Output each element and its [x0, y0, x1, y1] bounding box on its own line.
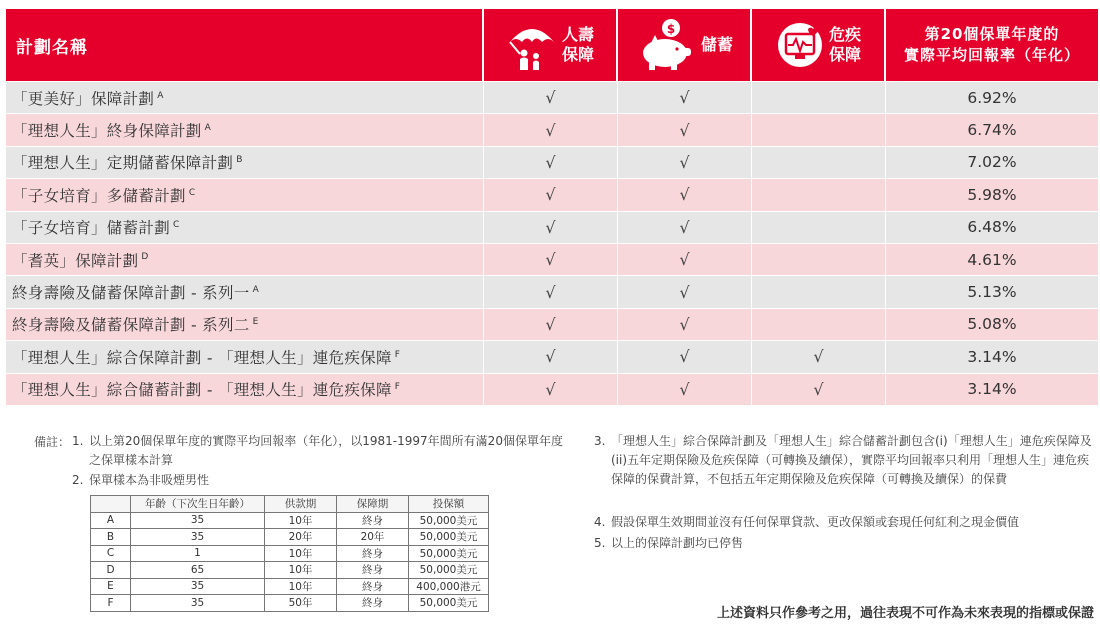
plan-name-cell: 「理想人生」綜合保障計劃 - 「理想人生」連危疾保障 $^F$	[6, 340, 484, 372]
critical-check	[752, 81, 886, 113]
sample-header-cell: 年齡（下次生日年齡）	[131, 496, 265, 513]
note-text: 假設保單生效期間並沒有任何保單貸款、更改保額或套現任何紅利之現金價值	[611, 515, 1020, 529]
note-3	[594, 432, 1094, 489]
table-row	[6, 373, 1098, 405]
life-check: √	[484, 275, 618, 307]
sample-cell: B	[91, 529, 131, 546]
sample-cell: 50年	[265, 595, 337, 612]
table-row	[6, 146, 1098, 178]
sample-cell: 10年	[265, 545, 337, 562]
sample-cell: 10年	[265, 562, 337, 579]
savings-header	[618, 9, 752, 81]
sample-header-cell: 供款期	[265, 496, 337, 513]
savings-check: √	[618, 340, 752, 372]
table-row	[6, 243, 1098, 275]
sample-cell: 1	[131, 545, 265, 562]
sample-cell: 終身	[337, 578, 409, 595]
sample-cell: 50,000美元	[409, 512, 489, 529]
life-protection-label: 人壽 保障	[561, 25, 594, 64]
critical-illness-header	[752, 9, 886, 81]
sample-cell: A	[91, 512, 131, 529]
savings-check: √	[618, 113, 752, 145]
life-check: √	[484, 243, 618, 275]
return-rate-cell: 6.48%	[886, 211, 1098, 243]
sample-cell: 50,000美元	[409, 562, 489, 579]
plan-name-cell: 「子女培育」儲蓄計劃 $^C$	[6, 211, 484, 243]
sample-cell: 50,000美元	[409, 595, 489, 612]
sample-row	[91, 545, 489, 562]
return-rate-cell: 7.02%	[886, 146, 1098, 178]
savings-check: √	[618, 178, 752, 210]
table-header-row	[6, 9, 1098, 81]
note-text: 以上的保障計劃均已停售	[611, 536, 744, 550]
piggy-bank-icon	[635, 17, 697, 73]
table-row	[6, 340, 1098, 372]
sample-cell: C	[91, 545, 131, 562]
sample-cell: F	[91, 595, 131, 612]
note-number: 2.	[72, 473, 84, 487]
plan-name-cell: 終身壽險及儲蓄保障計劃 - 系列二 $^E$	[6, 308, 484, 340]
sample-cell: 20年	[265, 529, 337, 546]
return-rate-cell: 6.74%	[886, 113, 1098, 145]
heart-monitor-icon	[775, 20, 825, 70]
note-number: 3.	[594, 434, 606, 448]
sample-cell: D	[91, 562, 131, 579]
sample-row	[91, 562, 489, 579]
plan-name-cell: 「更美好」保障計劃 $^A$	[6, 81, 484, 113]
svg-text:$: $	[666, 22, 676, 36]
savings-check: √	[618, 308, 752, 340]
plan-name-cell: 「理想人生」定期儲蓄保障計劃 $^B$	[6, 146, 484, 178]
savings-check: √	[618, 211, 752, 243]
sample-cell: 400,000港元	[409, 578, 489, 595]
return-rate-cell: 3.14%	[886, 340, 1098, 372]
note-number: 5.	[594, 536, 606, 550]
sample-row	[91, 512, 489, 529]
note-number: 4.	[594, 515, 606, 529]
savings-check: √	[618, 81, 752, 113]
umbrella-family-icon	[506, 16, 558, 74]
life-check: √	[484, 113, 618, 145]
note-2	[72, 471, 567, 490]
table-row	[6, 113, 1098, 145]
savings-label: 儲蓄	[700, 35, 733, 54]
return-rate-cell: 4.61%	[886, 243, 1098, 275]
plan-name-header: 計劃名稱	[6, 9, 484, 81]
plan-name-cell: 「子女培育」多儲蓄計劃 $^C$	[6, 178, 484, 210]
sample-header-cell: 保障期	[337, 496, 409, 513]
life-check: √	[484, 211, 618, 243]
critical-check	[752, 275, 886, 307]
critical-check: √	[752, 373, 886, 405]
note-text: 「理想人生」綜合保障計劃及「理想人生」綜合儲蓄計劃包含(i)「理想人生」連危疾保障及(ii)五年定期保險及危疾保障（可轉換及續保），實際平均回報率只利用「理想人生」連危疾保障的保費計算，不包括五年定期保險及危疾保障（可轉換及續保）的保費	[611, 434, 1092, 486]
life-check: √	[484, 308, 618, 340]
notes-label: 備註：	[34, 435, 71, 449]
life-check: √	[484, 373, 618, 405]
plan-name-cell: 「耆英」保障計劃 $^D$	[6, 243, 484, 275]
table-row	[6, 211, 1098, 243]
sample-cell: 終身	[337, 595, 409, 612]
life-protection-header	[484, 9, 618, 81]
sample-row	[91, 578, 489, 595]
life-check: √	[484, 146, 618, 178]
table-row	[6, 275, 1098, 307]
plan-name-cell: 「理想人生」終身保障計劃 $^A$	[6, 113, 484, 145]
sample-cell: 終身	[337, 545, 409, 562]
sample-cell: 35	[131, 578, 265, 595]
critical-check	[752, 308, 886, 340]
note-number: 1.	[72, 434, 84, 448]
sample-table	[90, 495, 489, 612]
sample-row	[91, 529, 489, 546]
note-text: 保單樣本為非吸煙男性	[89, 473, 210, 487]
disclaimer: 上述資料只作參考之用，過往表現不可作為未來表現的指標或保證	[716, 606, 1094, 621]
plan-name-cell: 終身壽險及儲蓄保障計劃 - 系列一 $^A$	[6, 275, 484, 307]
sample-cell: 終身	[337, 512, 409, 529]
sample-cell: 35	[131, 529, 265, 546]
note-text: 以上第20個保單年度的實際平均回報率（年化），以1981-1997年間所有滿20個保單年度之保單樣本計算	[89, 434, 563, 467]
savings-check: √	[618, 146, 752, 178]
sample-cell: 65	[131, 562, 265, 579]
critical-check	[752, 113, 886, 145]
savings-check: √	[618, 275, 752, 307]
life-check: √	[484, 81, 618, 113]
plans-table	[6, 9, 1098, 405]
return-rate-header: 第20個保單年度的 實際平均回報率（年化）	[886, 9, 1098, 81]
sample-header-cell: 投保額	[409, 496, 489, 513]
critical-check	[752, 211, 886, 243]
sample-cell: 10年	[265, 578, 337, 595]
table-row	[6, 308, 1098, 340]
table-row	[6, 81, 1098, 113]
return-rate-cell: 3.14%	[886, 373, 1098, 405]
note-1	[72, 432, 567, 470]
sample-cell: E	[91, 578, 131, 595]
sample-cell: 50,000美元	[409, 529, 489, 546]
return-rate-cell: 5.08%	[886, 308, 1098, 340]
critical-illness-label: 危疾 保障	[828, 25, 861, 64]
sample-header-cell	[91, 496, 131, 513]
sample-cell: 終身	[337, 562, 409, 579]
critical-check	[752, 178, 886, 210]
return-rate-cell: 5.98%	[886, 178, 1098, 210]
note-5	[594, 534, 1094, 553]
critical-check	[752, 146, 886, 178]
life-check: √	[484, 340, 618, 372]
critical-check: √	[752, 340, 886, 372]
life-check: √	[484, 178, 618, 210]
return-rate-cell: 5.13%	[886, 275, 1098, 307]
return-rate-cell: 6.92%	[886, 81, 1098, 113]
sample-cell: 10年	[265, 512, 337, 529]
sample-cell: 50,000美元	[409, 545, 489, 562]
sample-header-row	[91, 496, 489, 513]
savings-check: √	[618, 373, 752, 405]
savings-check: √	[618, 243, 752, 275]
note-4	[594, 513, 1094, 532]
plan-name-cell: 「理想人生」綜合儲蓄計劃 - 「理想人生」連危疾保障 $^F$	[6, 373, 484, 405]
sample-cell: 20年	[337, 529, 409, 546]
table-row	[6, 178, 1098, 210]
sample-row	[91, 595, 489, 612]
sample-cell: 35	[131, 512, 265, 529]
critical-check	[752, 243, 886, 275]
sample-cell: 35	[131, 595, 265, 612]
